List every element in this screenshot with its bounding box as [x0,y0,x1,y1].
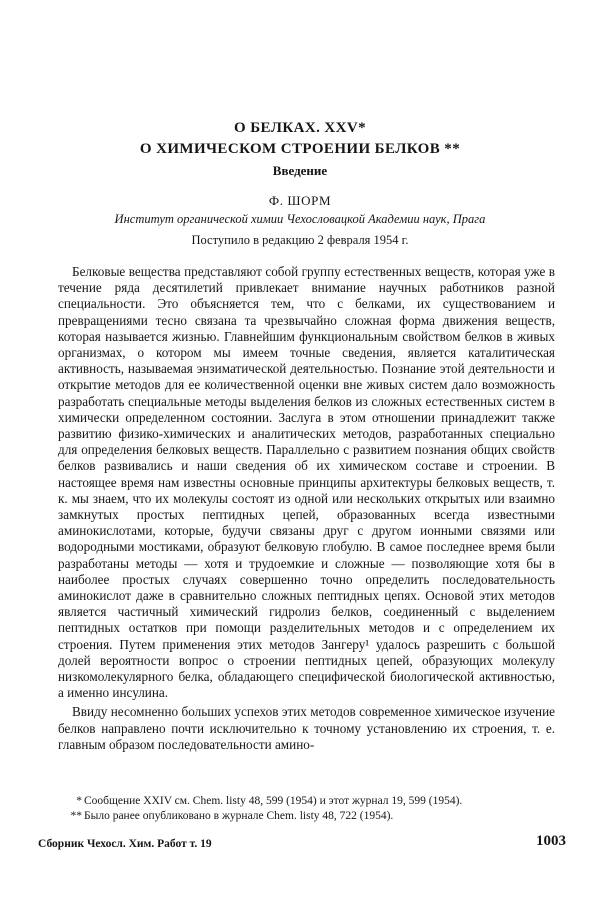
section-heading: Введение [272,163,328,178]
author-affiliation: Институт органической химии Чехословацкой Академии наук, Прага [114,212,486,226]
footnote-2-text: Было ранее опубликовано в журнале Chem. listy 48, 722 (1954). [84,810,394,822]
footnote-2 [58,810,555,822]
article-title-line-2: О ХИМИЧЕСКОМ СТРОЕНИИ БЕЛКОВ ** [139,141,461,157]
journal-footer: Сборник Чехосл. Хим. Работ т. 19 [38,838,212,850]
page-number: 1003 [536,833,566,849]
body-paragraph-2: Ввиду несомненно больших успехов этих методов современное химическое изучение белков направлено почти исключительно к точному установлению их строения, т. е. главным образом последовательности амино- [58,704,555,752]
footnote-1-mark: * [76,795,82,807]
received-date: Поступило в редакцию 2 февраля 1954 г. [191,233,409,247]
author-name: Ф. ШОРМ [268,193,332,208]
article-body [58,264,555,756]
body-paragraph-1: Белковые вещества представляют собой группу естественных веществ, которая уже в течение ряда десятилетий привлекает внимание научных работников разной специальности. Это объясняется тем, что с белками, их существованием и превращениями тесно связана та чрезвычайно сложная форма движения веществ, которая называется жизнью. Главнейшим функциональным свойством белков в живых организмах, о котором мы имеем точные сведения, является каталитическая активность, называемая энзиматической деятельностью. Познание этой деятельности и открытие методов для ее количественной оценки вне живых систем дало возможность разработать специальные методы выделения белков из сложных естественных систем в химически определенном состоянии. Заслуга в этом отношении принадлежит также развитию физико-химических и аналитических методов, разработанных специально для определения белковых веществ. Параллельно с развитием познания общих свойств белков развивались и наши сведения об их химическом составе и строении. В настоящее время нам известны основные принципы архитектуры белковых веществ, т. к. мы знаем, что их молекулы состоят из одной или нескольких открытых или взаимно замкнутых простых пептидных цепей, образованных всегда известными аминокислотами, которые, будучи связаны друг с другом ионными связями или водородными мостиками, образуют белковую глобулю. В самое последнее время были разработаны методы — хотя и трудоемкие и сложные — позволяющие хотя бы в наиболее простых случаях совершенно точно определить последовательность аминокислот даже в сравнительно сложных пептидных цепях. Основой этих методов является частичный химический гидролиз белков, соединенный с выделением пептидных остатков при помощи разделительных методов и с определением их строения. Путем применения этих методов Зангеру¹ удалось разрешить с большой долей вероятности вопрос о строении пептидных цепей, образующих молекулу низкомолекулярного белка, обладающего специфической биологической активностью, а именно инсулина. [58,264,555,701]
article-title-line-1: О БЕЛКАХ. XXV* [234,120,366,136]
footnote-2-mark: ** [70,810,82,822]
footnote-1-text: Сообщение XXIV см. Chem. listy 48, 599 (1954) и этот журнал 19, 599 (1954). [84,795,463,807]
footnote-1 [58,795,555,807]
